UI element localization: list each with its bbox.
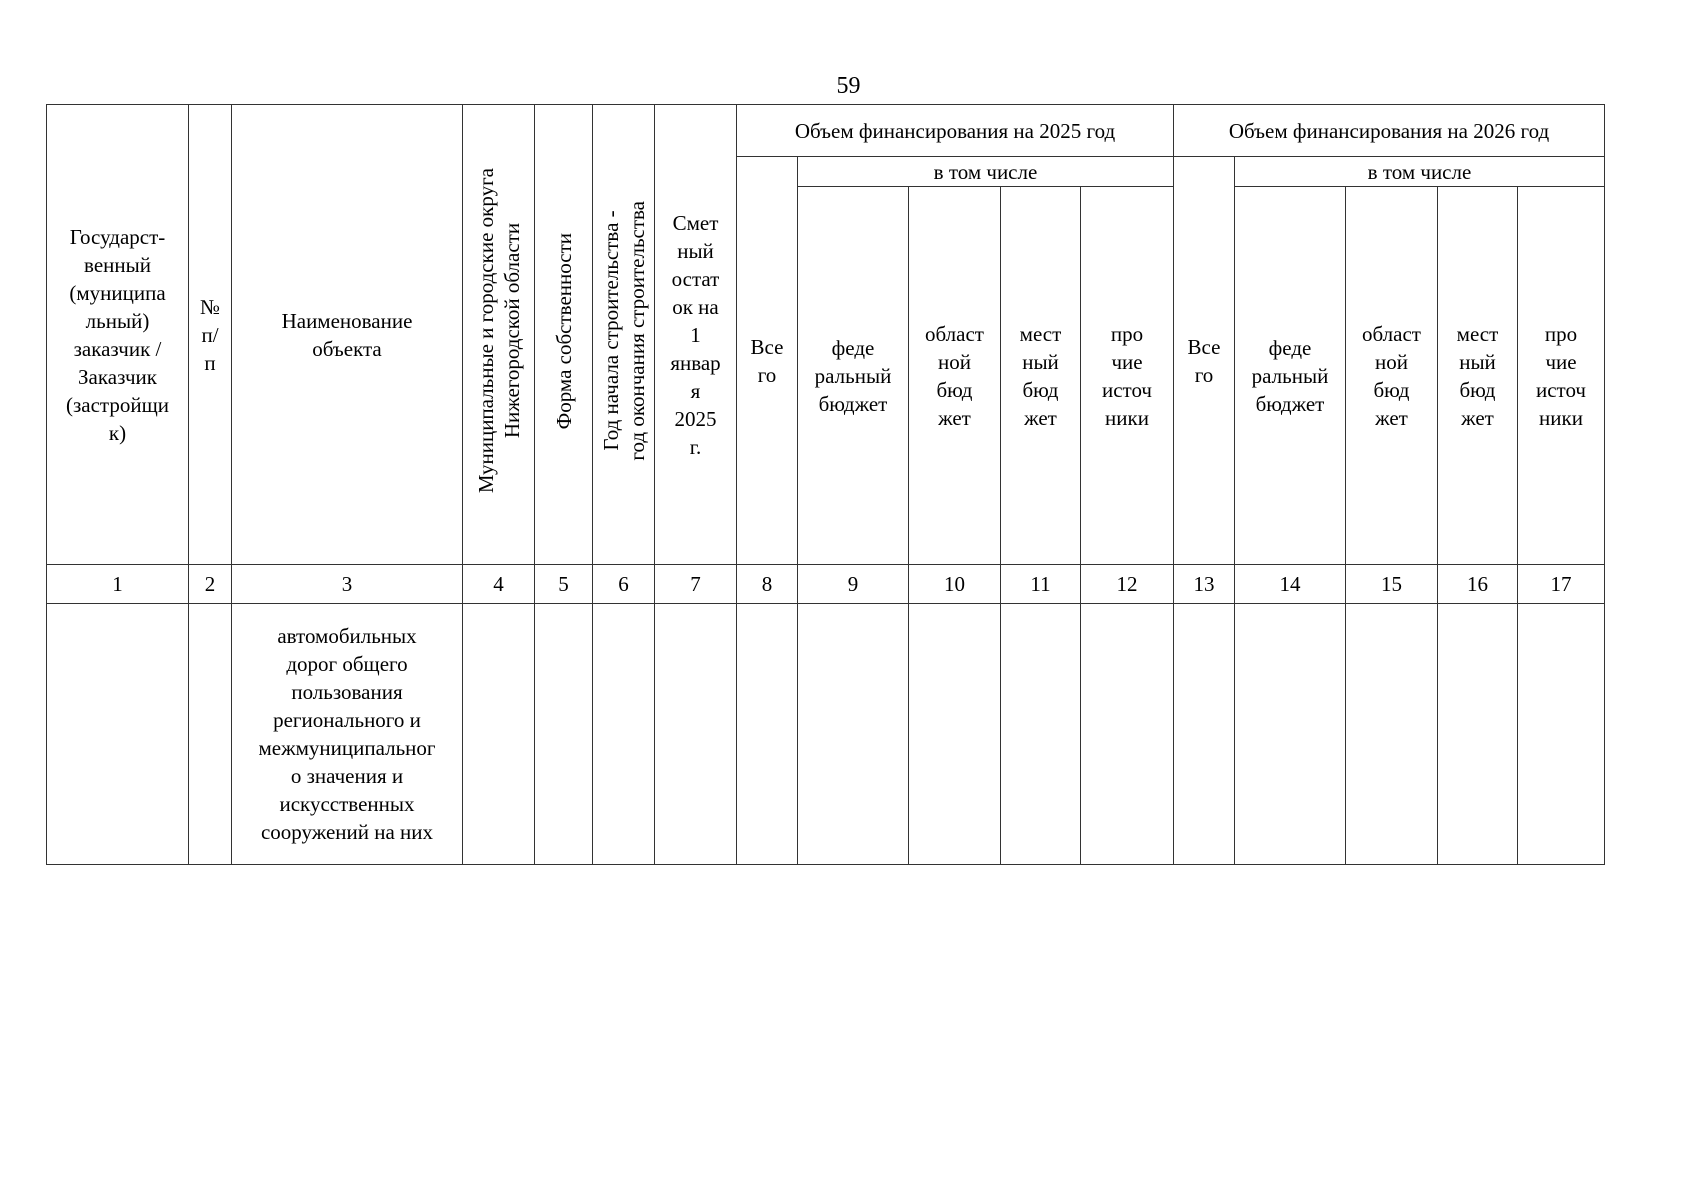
header-estimated-remaining: Смет ный остат ок на 1 январ я 2025 г. — [655, 105, 737, 565]
header-municipal-districts-cell — [463, 105, 535, 565]
cell-regional-2025 — [909, 604, 1001, 865]
column-number: 9 — [798, 565, 909, 604]
column-number: 17 — [1518, 565, 1605, 604]
header-federal-budget-2025: феде ральный бюджет — [798, 187, 909, 565]
column-number: 3 — [232, 565, 463, 604]
header-including-2026: в том числе — [1235, 157, 1605, 187]
header-financing-2025: Объем финансирования на 2025 год — [737, 105, 1174, 157]
cell-customer — [47, 604, 189, 865]
cell-other-2026 — [1518, 604, 1605, 865]
column-number: 8 — [737, 565, 798, 604]
column-number: 1 — [47, 565, 189, 604]
header-regional-budget-2025: област ной бюд жет — [909, 187, 1001, 565]
cell-total-2026 — [1174, 604, 1235, 865]
header-total-2026: Все го — [1174, 157, 1235, 565]
financing-table — [46, 104, 1605, 865]
header-local-budget-2026: мест ный бюд жет — [1438, 187, 1518, 565]
header-construction-years-cell — [593, 105, 655, 565]
header-federal-budget-2026: феде ральный бюджет — [1235, 187, 1346, 565]
cell-object-name: автомобильных дорог общего пользования регионального и межмуниципальног о значения и искусственных сооружений на них — [232, 604, 463, 865]
cell-remaining — [655, 604, 737, 865]
cell-total-2025 — [737, 604, 798, 865]
cell-local-2025 — [1001, 604, 1081, 865]
column-number: 4 — [463, 565, 535, 604]
cell-years — [593, 604, 655, 865]
column-number: 16 — [1438, 565, 1518, 604]
header-ownership-form: Форма собственности — [551, 232, 576, 430]
header-construction-years: Год начала строительства - год окончания строительства — [598, 201, 649, 461]
header-municipal-districts: Муниципальные и городские округа Нижегородской области — [473, 168, 524, 494]
column-number: 2 — [189, 565, 232, 604]
header-regional-budget-2026: област ной бюд жет — [1346, 187, 1438, 565]
cell-federal-2025 — [798, 604, 909, 865]
column-number: 13 — [1174, 565, 1235, 604]
column-number: 7 — [655, 565, 737, 604]
column-number: 11 — [1001, 565, 1081, 604]
header-object-name: Наименование объекта — [232, 105, 463, 565]
header-customer: Государст- венный (муниципа льный) заказчик / Заказчик (застройщи к) — [47, 105, 189, 565]
column-number: 6 — [593, 565, 655, 604]
cell-local-2026 — [1438, 604, 1518, 865]
cell-row-number — [189, 604, 232, 865]
table-row — [47, 604, 1605, 865]
column-number-row — [47, 565, 1605, 604]
header-local-budget-2025: мест ный бюд жет — [1001, 187, 1081, 565]
page-number: 59 — [836, 73, 861, 99]
header-ownership-form-cell — [535, 105, 593, 565]
column-number: 10 — [909, 565, 1001, 604]
header-total-2025: Все го — [737, 157, 798, 565]
column-number: 5 — [535, 565, 593, 604]
header-financing-2026: Объем финансирования на 2026 год — [1174, 105, 1605, 157]
header-row-number: № п/ п — [189, 105, 232, 565]
header-other-sources-2026: про чие источ ники — [1518, 187, 1605, 565]
column-number: 12 — [1081, 565, 1174, 604]
header-including-2025: в том числе — [798, 157, 1174, 187]
header-other-sources-2025: про чие источ ники — [1081, 187, 1174, 565]
cell-municipal — [463, 604, 535, 865]
column-number: 15 — [1346, 565, 1438, 604]
cell-other-2025 — [1081, 604, 1174, 865]
cell-federal-2026 — [1235, 604, 1346, 865]
cell-ownership — [535, 604, 593, 865]
cell-regional-2026 — [1346, 604, 1438, 865]
column-number: 14 — [1235, 565, 1346, 604]
